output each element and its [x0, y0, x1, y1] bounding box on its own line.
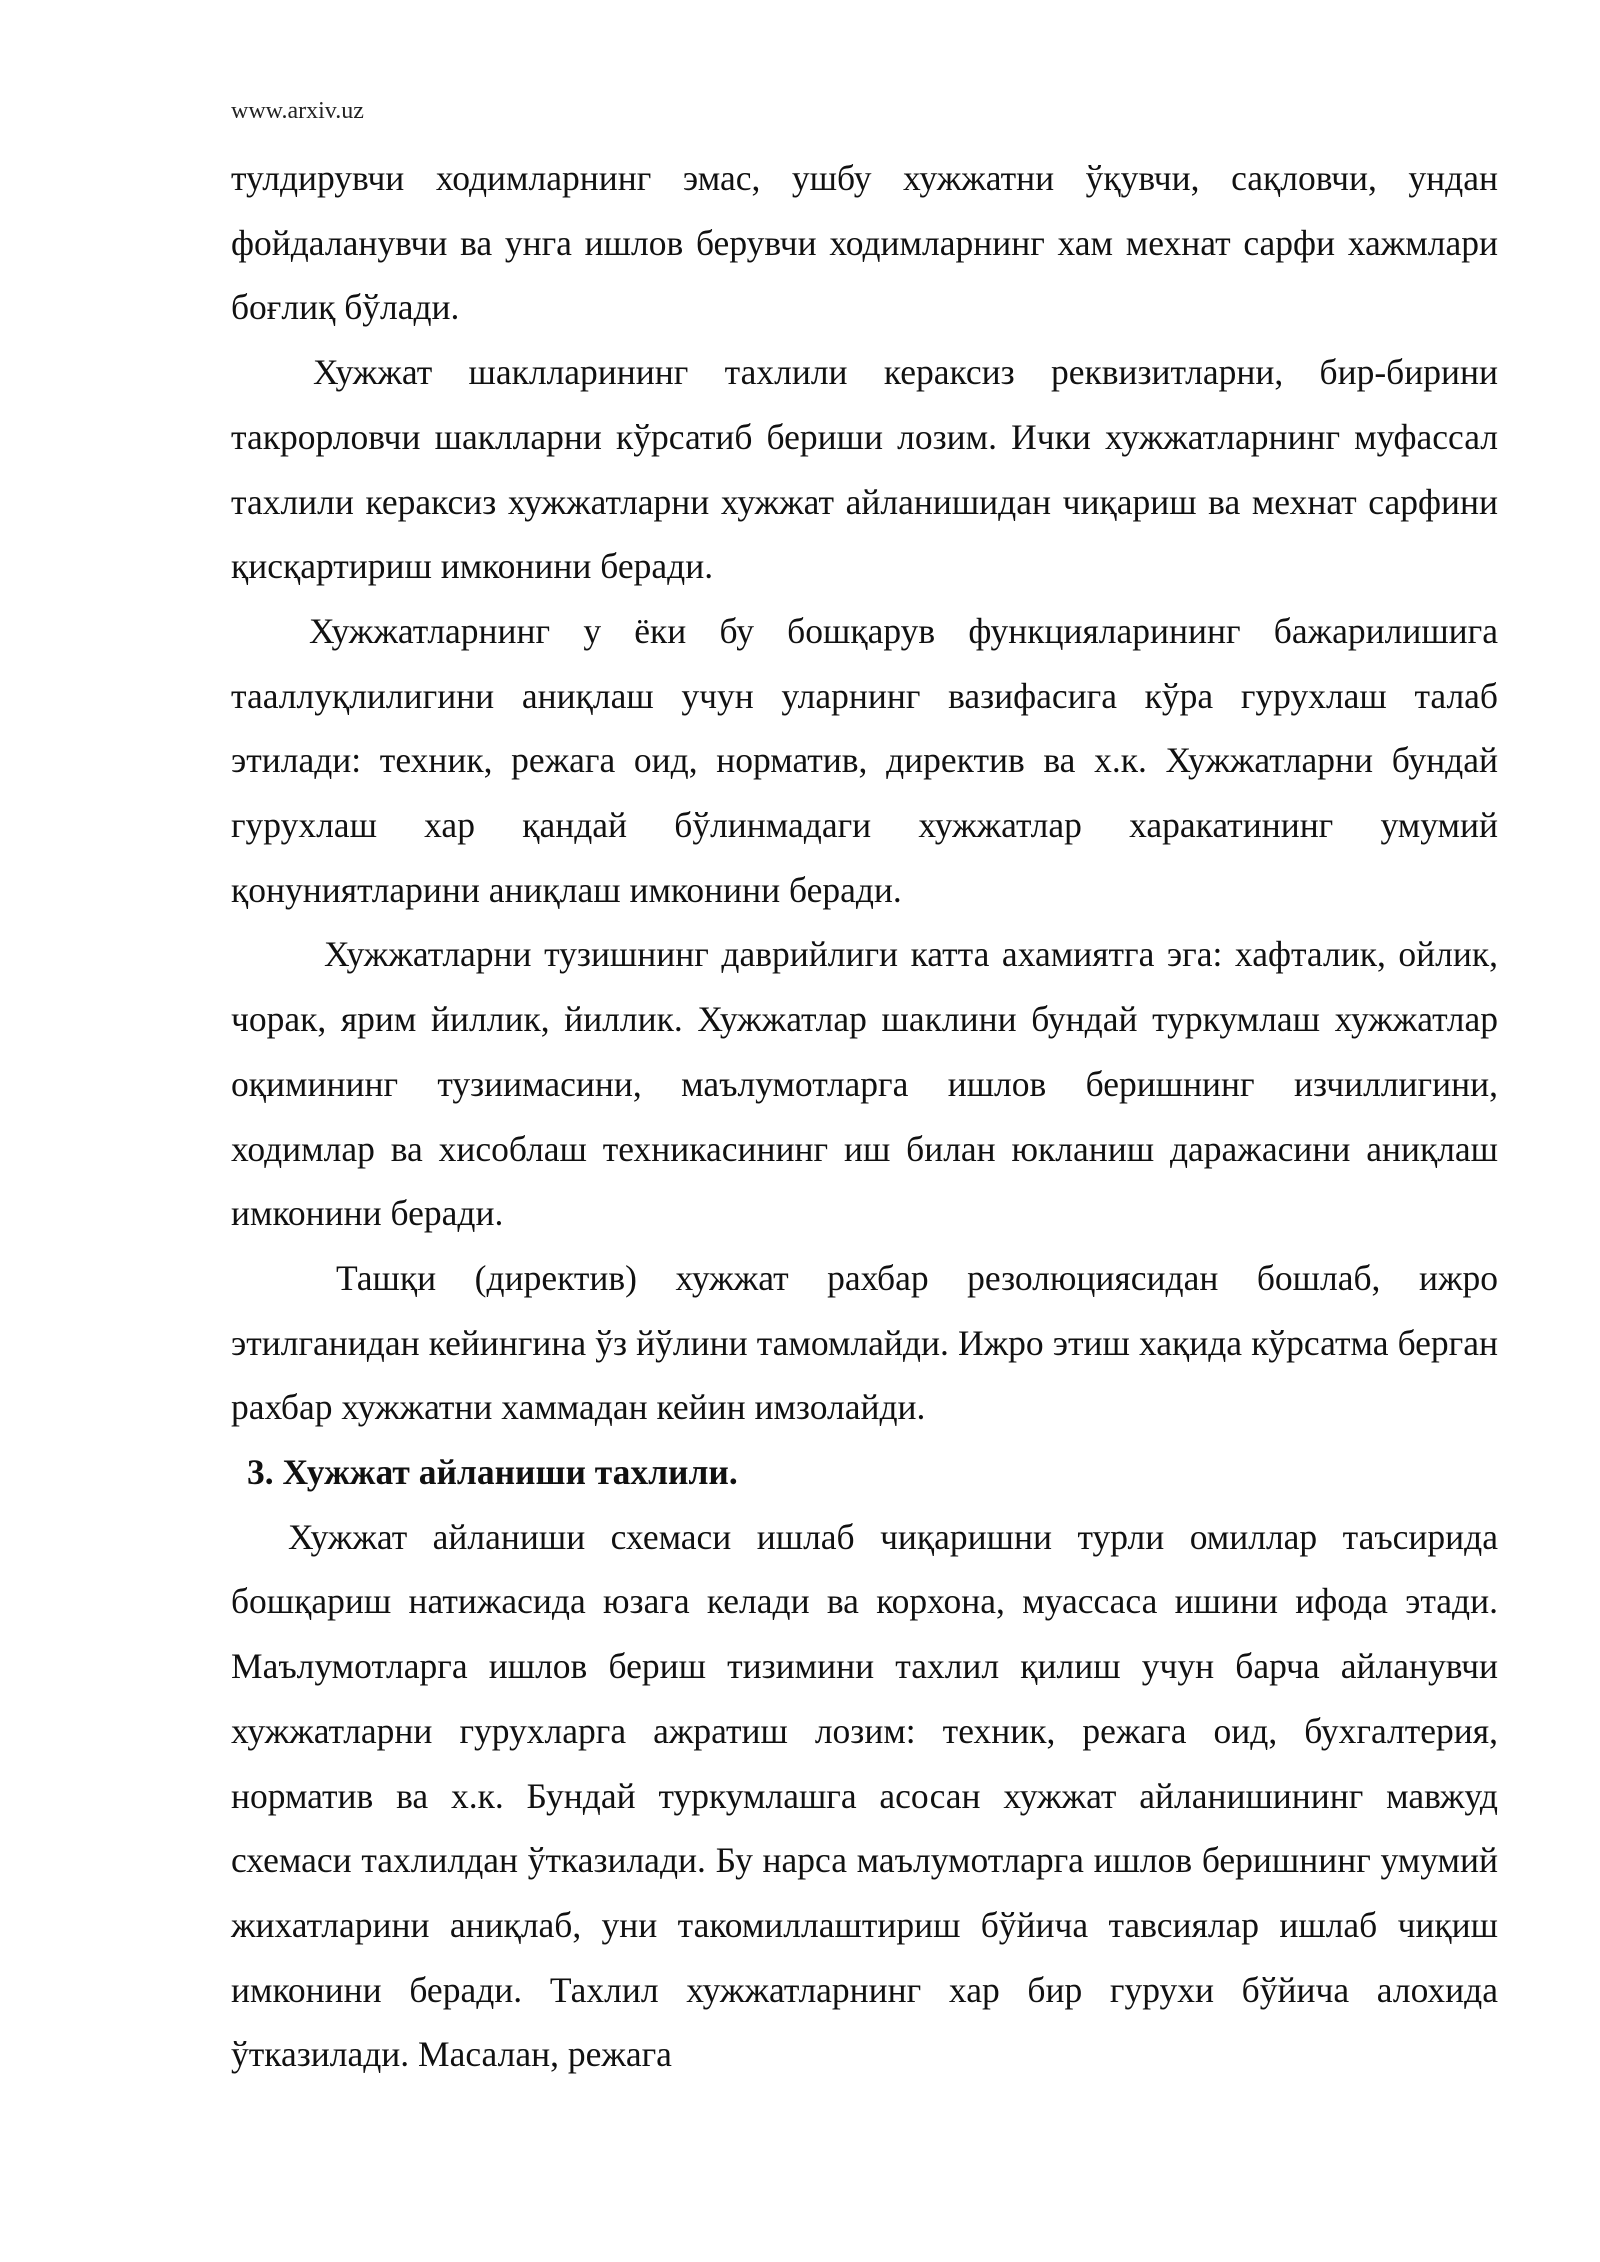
paragraph-3: Хужжатларнинг у ёки бу бошқарув функцияларининг бажарилишига тааллуқлилигини аниқлаш учун уларнинг вазифасига кўра гурухлаш талаб этилади: техник, режага оид, норматив, директив ва х.к. Хужжатларни бундай гурухлаш хар қандай бўлинмадаги хужжатлар харакатининг умумий қонуниятларини аниқлаш имконини беради. [231, 610, 1498, 910]
section-heading: 3. Хужжат айланиши тахлили. [247, 1452, 738, 1493]
paragraph-5: Ташқи (директив) хужжат рахбар резолюциясидан бошлаб, ижро этилганидан кейингина ўз йўлини тамомлайди. Ижро этиш хақида кўрсатма берган рахбар хужжатни хаммадан кейин имзолайди. [231, 1257, 1498, 1428]
site-url: www.arxiv.uz [231, 98, 364, 124]
paragraph-4: Хужжатларни тузишнинг даврийлиги катта ахамиятга эга: хафталик, ойлик, чорак, ярим йиллик, йиллик. Хужжатлар шаклини бундай туркумлаш хужжатлар оқимининг тузиимасини, маълумотларга ишлов беришнинг изчиллигини, ходимлар ва хисоблаш техникасининг иш билан юкланиш даражасини аниқлаш имконини беради. [231, 934, 1498, 1234]
section-paragraph: Хужжат айланиши схемаси ишлаб чиқаришни турли омиллар таъсирида бошқариш натижасида юзага келади ва корхона, муассаса ишини ифода этади. Маълумотларга ишлов бериш тизимини тахлил қилиш учун барча айланувчи хужжатларни гурухларга ажратиш лозим: техник, режага оид, бухгалтерия, норматив ва х.к. Бундай туркумлашга асосан хужжат айланишининг мавжуд схемаси тахлилдан ўтказилади. Бу нарса маълумотларга ишлов беришнинг умумий жихатларини аниқлаб, уни такомиллаштириш бўйича тавсиялар ишлаб чиқиш имконини беради. Тахлил хужжатларнинг хар бир гурухи бўйича алохида ўтказилади. Масалан, режага [231, 1516, 1498, 2075]
document-body [231, 146, 1498, 2087]
paragraph-1: тулдирувчи ходимларнинг эмас, ушбу хужжатни ўқувчи, сақловчи, ундан фойдаланувчи ва унга ишлов берувчи ходимларнинг хам мехнат сарфи хажмлари боғлиқ бўлади. [231, 158, 1498, 328]
paragraph-2: Хужжат шаклларининг тахлили кераксиз реквизитларни, бир-бирини такрорловчи шаклларни кўрсатиб бериши лозим. Ички хужжатларнинг муфассал тахлили кераксиз хужжатларни хужжат айланишидан чиқариш ва мехнат сарфини қисқартириш имконини беради. [231, 352, 1498, 587]
